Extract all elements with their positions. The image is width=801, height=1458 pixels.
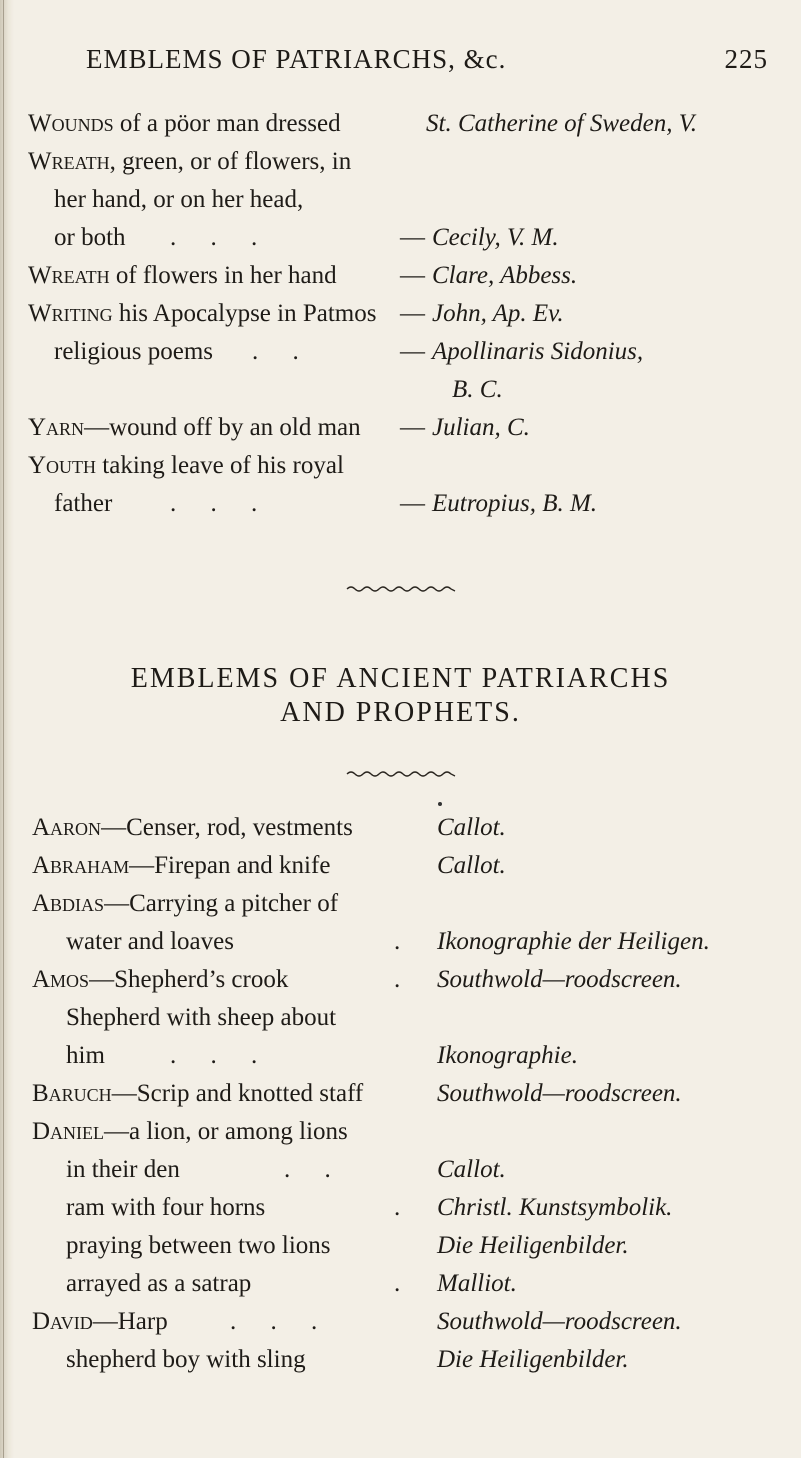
entry-row bbox=[0, 490, 801, 528]
entry-head: Abraham bbox=[32, 852, 130, 879]
entry-head: Wreath bbox=[28, 148, 110, 175]
entry-row bbox=[0, 1232, 801, 1270]
page-number: 225 bbox=[724, 44, 768, 74]
running-title: EMBLEMS OF PATRIARCHS, &c. bbox=[86, 44, 507, 74]
leader-dots: . . bbox=[284, 1156, 345, 1183]
entry-row bbox=[0, 300, 801, 338]
leader-dots: . bbox=[394, 1270, 415, 1297]
leader-dots: . . . bbox=[170, 1042, 272, 1069]
ditto-dash: — bbox=[400, 300, 425, 327]
entry-row bbox=[0, 1270, 801, 1308]
entry-source: Die Heiligenbilder. bbox=[437, 1232, 629, 1259]
leader-dots: . . . bbox=[170, 490, 272, 517]
entry-source: Christl. Kunstsymbolik. bbox=[437, 1194, 673, 1221]
leader-dots: . bbox=[394, 966, 415, 993]
ditto-dash: — bbox=[400, 262, 425, 289]
entry-text: , green, or of flowers, in bbox=[109, 148, 352, 175]
entry-row bbox=[0, 110, 801, 148]
entry-head: Yarn bbox=[28, 414, 85, 441]
leader-dots: . . bbox=[252, 338, 313, 365]
entry-row bbox=[0, 338, 801, 376]
entry-row bbox=[0, 1118, 801, 1156]
ditto-dash: — bbox=[400, 414, 425, 441]
entry-source: Callot. bbox=[437, 852, 506, 879]
entry-source: Callot. bbox=[437, 1156, 506, 1183]
entry-text: —Carrying a pitcher of bbox=[104, 890, 339, 917]
ornamental-divider bbox=[345, 583, 457, 593]
leader-dots: . bbox=[394, 928, 415, 955]
entry-row bbox=[0, 966, 801, 1004]
entry-text: —Firepan and knife bbox=[129, 852, 331, 879]
entry-source: Eutropius, B. M. bbox=[432, 490, 598, 517]
entry-head: Amos bbox=[32, 966, 90, 993]
entry-text: ram with four horns bbox=[66, 1194, 266, 1221]
entry-text: water and loaves bbox=[66, 928, 234, 955]
entry-source: Malliot. bbox=[437, 1270, 517, 1297]
entry-row bbox=[0, 1346, 801, 1384]
entry-row bbox=[0, 1308, 801, 1346]
entry-head: Wounds bbox=[28, 110, 114, 137]
entry-head: Baruch bbox=[32, 1080, 112, 1107]
entry-source: Clare, Abbess. bbox=[432, 262, 578, 289]
entry-source: B. C. bbox=[452, 376, 503, 403]
entry-text: him bbox=[66, 1042, 105, 1069]
entry-row bbox=[0, 1080, 801, 1118]
entry-text: Shepherd with sheep about bbox=[66, 1004, 337, 1031]
ditto-dash: — bbox=[400, 490, 425, 517]
entry-row bbox=[0, 452, 801, 490]
entry-source: John, Ap. Ev. bbox=[432, 300, 564, 327]
entry-source: Southwold—roodscreen. bbox=[437, 1308, 682, 1335]
entry-text: —Scrip and knotted staff bbox=[111, 1080, 364, 1107]
entry-source: Ikonographie der Heiligen. bbox=[437, 928, 710, 955]
leader-dots: . . . bbox=[230, 1308, 332, 1335]
entry-text: religious poems bbox=[54, 338, 214, 365]
entry-row bbox=[0, 1194, 801, 1232]
entry-source: Cecily, V. M. bbox=[432, 224, 559, 251]
entry-text: father bbox=[54, 490, 113, 517]
leader-dots: . bbox=[394, 1194, 415, 1221]
entry-text: her hand, or on her head, bbox=[54, 186, 304, 213]
entry-text: or both bbox=[54, 224, 126, 251]
entry-source: Apollinaris Sidonius, bbox=[432, 338, 644, 365]
entry-row bbox=[0, 262, 801, 300]
entry-text: arrayed as a satrap bbox=[66, 1270, 252, 1297]
entry-text: —Censer, rod, vestments bbox=[101, 814, 353, 841]
entry-text: praying between two lions bbox=[66, 1232, 331, 1259]
ditto-dash: — bbox=[400, 224, 425, 251]
entry-row bbox=[0, 814, 801, 852]
ink-speck bbox=[438, 802, 442, 806]
entry-text: his Apocalypse in Patmos bbox=[112, 300, 377, 327]
leader-dots: . . . bbox=[170, 224, 272, 251]
entry-row bbox=[0, 890, 801, 928]
entry-source: St. Catherine of Sweden, V. bbox=[426, 110, 698, 137]
section-title-line-1: EMBLEMS OF ANCIENT PATRIARCHS bbox=[130, 663, 671, 694]
entry-text: in their den bbox=[66, 1156, 180, 1183]
entry-source: Callot. bbox=[437, 814, 506, 841]
entry-text: —Harp bbox=[92, 1308, 168, 1335]
entry-row bbox=[0, 186, 801, 224]
entry-row bbox=[0, 852, 801, 890]
section-title-line-2: AND PROPHETS. bbox=[280, 697, 521, 728]
entry-row bbox=[0, 148, 801, 186]
page-header bbox=[0, 44, 801, 84]
entry-row bbox=[0, 1004, 801, 1042]
entry-text: of a pöor man dressed bbox=[113, 110, 341, 137]
entry-row bbox=[0, 376, 801, 414]
entry-source: Southwold—roodscreen. bbox=[437, 966, 682, 993]
entry-text: taking leave of his royal bbox=[96, 452, 344, 479]
entry-source: Die Heiligenbilder. bbox=[437, 1346, 629, 1373]
entry-row bbox=[0, 414, 801, 452]
ditto-dash: — bbox=[400, 338, 425, 365]
entry-head: Aaron bbox=[32, 814, 102, 841]
entry-head: David bbox=[32, 1308, 93, 1335]
entry-head: Writing bbox=[28, 300, 113, 327]
entry-text: —Shepherd’s crook bbox=[89, 966, 289, 993]
entry-head: Youth bbox=[28, 452, 97, 479]
entry-row bbox=[0, 928, 801, 966]
entry-source: Southwold—roodscreen. bbox=[437, 1080, 682, 1107]
entry-text: shepherd boy with sling bbox=[66, 1346, 306, 1373]
entry-head: Wreath bbox=[28, 262, 110, 289]
entry-head: Daniel bbox=[32, 1118, 105, 1145]
entry-row bbox=[0, 1156, 801, 1194]
entry-row bbox=[0, 224, 801, 262]
entry-head: Abdias bbox=[32, 890, 105, 917]
entry-row bbox=[0, 1042, 801, 1080]
entry-source: Ikonographie. bbox=[437, 1042, 578, 1069]
entry-text: —a lion, or among lions bbox=[104, 1118, 348, 1145]
ornamental-divider bbox=[345, 768, 457, 778]
entry-text: of flowers in her hand bbox=[109, 262, 337, 289]
section-title bbox=[0, 662, 801, 730]
entry-source: Julian, C. bbox=[432, 414, 530, 441]
entry-text: —wound off by an old man bbox=[84, 414, 361, 441]
